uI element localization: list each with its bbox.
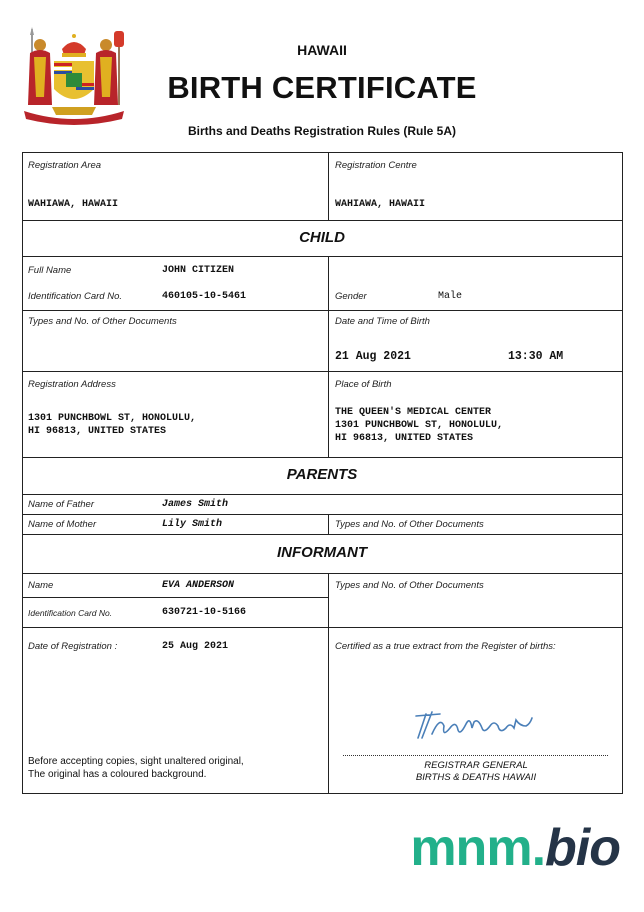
registrar-title bbox=[329, 760, 623, 784]
date-of-registration-value: 25 Aug 2021 bbox=[162, 641, 229, 652]
child-gender-label: Gender bbox=[335, 291, 367, 302]
informant-name-label: Name bbox=[28, 580, 54, 591]
registration-centre-label: Registration Centre bbox=[335, 160, 417, 171]
brand-dot: . bbox=[531, 819, 546, 877]
brand-part2: bio bbox=[545, 819, 620, 877]
child-pob-line1: THE QUEEN'S MEDICAL CENTER bbox=[335, 407, 492, 418]
document-subtitle: Births and Deaths Registration Rules (Rule 5A) bbox=[187, 124, 457, 138]
section-title-parents: PARENTS bbox=[286, 466, 358, 483]
registrar-line2: BIRTHS & DEATHS HAWAII bbox=[415, 772, 537, 783]
registrar-signature bbox=[412, 708, 537, 749]
mother-name-label: Name of Mother bbox=[28, 519, 97, 530]
registration-centre-value: WAHIAWA, HAWAII bbox=[335, 199, 426, 210]
child-dob-time: 13:30 AM bbox=[508, 350, 564, 363]
parents-other-docs-label: Types and No. of Other Documents bbox=[335, 519, 484, 530]
child-address-label: Registration Address bbox=[28, 379, 116, 390]
state-heading: HAWAII bbox=[297, 42, 347, 58]
date-of-registration-label: Date of Registration : bbox=[28, 641, 118, 652]
informant-id-label: Identification Card No. bbox=[28, 608, 113, 618]
document-title: BIRTH CERTIFICATE bbox=[167, 70, 477, 105]
notice-line1: Before accepting copies, sight unaltered original, bbox=[28, 756, 244, 767]
child-pob-label: Place of Birth bbox=[335, 379, 392, 390]
registration-area-value: WAHIAWA, HAWAII bbox=[28, 199, 119, 210]
child-address-line2: HI 96813, UNITED STATES bbox=[28, 426, 167, 437]
child-address-line1: 1301 PUNCHBOWL ST, HONOLULU, bbox=[28, 413, 197, 424]
child-pob-line3: HI 96813, UNITED STATES bbox=[335, 433, 474, 444]
father-name-value: James Smith bbox=[162, 499, 229, 510]
child-id-label: Identification Card No. bbox=[28, 291, 122, 302]
father-name-label: Name of Father bbox=[28, 499, 94, 510]
child-dob-label: Date and Time of Birth bbox=[335, 316, 430, 327]
child-pob-line2: 1301 PUNCHBOWL ST, HONOLULU, bbox=[335, 420, 504, 431]
signature-line bbox=[343, 755, 608, 756]
notice-line2: The original has a coloured background. bbox=[28, 769, 207, 780]
child-full-name-label: Full Name bbox=[28, 265, 72, 276]
registration-area-label: Registration Area bbox=[28, 160, 102, 171]
registrar-line1: REGISTRAR GENERAL bbox=[424, 760, 528, 771]
child-gender-value: Male bbox=[438, 291, 463, 302]
informant-other-docs-label: Types and No. of Other Documents bbox=[335, 580, 484, 591]
child-full-name-value: JOHN CITIZEN bbox=[162, 265, 235, 276]
mother-name-value: Lily Smith bbox=[162, 519, 223, 530]
child-other-docs-label: Types and No. of Other Documents bbox=[28, 316, 177, 327]
informant-name-value: EVA ANDERSON bbox=[162, 580, 235, 591]
certified-statement: Certified as a true extract from the Register of births: bbox=[335, 641, 556, 652]
informant-id-value: 630721-10-5166 bbox=[162, 607, 247, 618]
brand-watermark bbox=[410, 818, 620, 878]
brand-part1: mnm bbox=[410, 819, 532, 877]
section-title-informant: INFORMANT bbox=[277, 544, 367, 561]
child-id-value: 460105-10-5461 bbox=[162, 291, 247, 302]
child-dob-date: 21 Aug 2021 bbox=[335, 350, 411, 363]
section-title-child: CHILD bbox=[299, 229, 345, 246]
